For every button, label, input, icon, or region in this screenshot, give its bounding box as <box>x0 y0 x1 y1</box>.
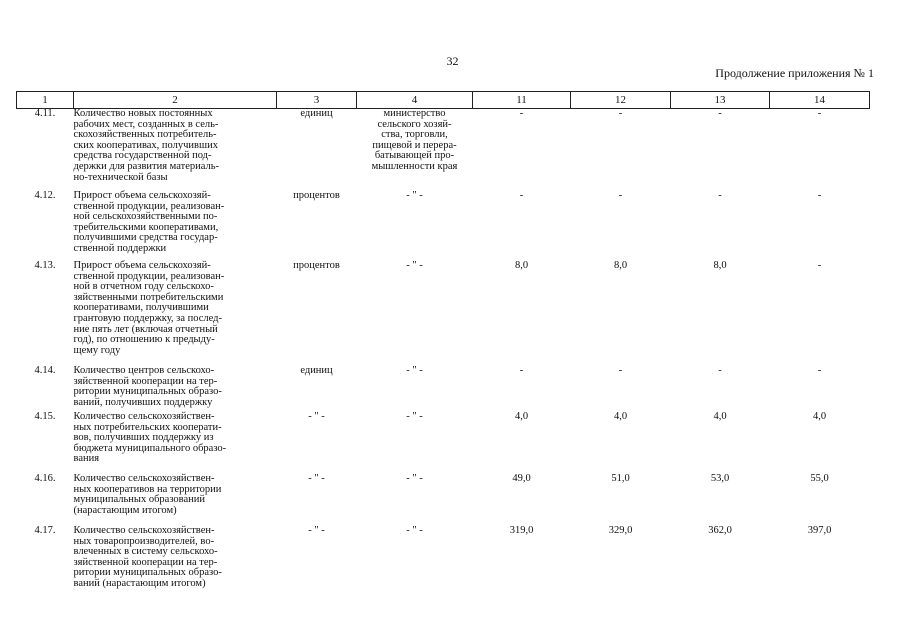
row-description: Количество сельскохозяйствен- ных потребительских кооперати- вов, получивших поддержку из бюджета муниципального образо- вания <box>73 411 227 465</box>
row-unit: процентов <box>293 260 340 271</box>
value-col-13: 362,0 <box>708 525 732 536</box>
value-col-14: - <box>817 190 822 201</box>
value-col-12: 4,0 <box>613 411 628 422</box>
row-unit: - " - <box>308 525 325 536</box>
value-col-11: 4,0 <box>514 411 529 422</box>
value-col-13: 53,0 <box>710 473 730 484</box>
row-unit: - " - <box>308 411 325 422</box>
continuation-label: Продолжение приложения № 1 <box>715 66 874 80</box>
row-number: 4.15. <box>34 411 56 422</box>
header-col-1: 1 <box>17 92 74 109</box>
row-description: Количество центров сельскохо- зяйственной кооперации на тер- ритории муниципальных образо- ваний, получивших поддержку <box>73 365 222 408</box>
header-col-11: 11 <box>473 92 571 109</box>
page-number: 32 <box>446 54 459 68</box>
row-number: 4.17. <box>34 525 56 536</box>
table-row <box>17 526 870 596</box>
value-col-11: - <box>519 190 524 201</box>
value-col-11: 319,0 <box>509 525 534 536</box>
table-row <box>17 191 870 261</box>
table-row <box>17 109 870 192</box>
value-col-12: - <box>618 365 623 376</box>
row-unit: - " - <box>308 473 325 484</box>
row-description: Количество сельскохозяйствен- ных товаропроизводителей, во- влеченных в систему сельскохо- зяйственной кооперации на тер- ритории муниципальных образо- ваний (нарастающим итогом) <box>73 525 222 589</box>
value-col-12: - <box>618 108 623 119</box>
row-number: 4.16. <box>34 473 56 484</box>
row-unit: единиц <box>300 365 333 376</box>
header-col-4: 4 <box>357 92 473 109</box>
header-col-14: 14 <box>770 92 870 109</box>
value-col-14: 55,0 <box>810 473 829 484</box>
value-col-12: - <box>618 190 623 201</box>
value-col-14: - <box>817 365 822 376</box>
header-col-3: 3 <box>277 92 357 109</box>
value-col-13: - <box>718 108 722 119</box>
table-row <box>17 474 870 526</box>
row-source: - " - <box>406 190 423 201</box>
value-col-12: 8,0 <box>613 260 628 271</box>
row-unit: процентов <box>293 190 340 201</box>
row-description: Прирост объема сельскохозяй- ственной продукции, реализован- ной сельскохозяйственными по- требительскими кооперативами, получившими средства государ- ственной поддержки <box>73 190 225 254</box>
value-col-11: - <box>519 365 524 376</box>
row-source: - " - <box>406 365 423 376</box>
row-source: министерство сельского хозяй- ства, торговли, пищевой и перера- батывающей про- мышленности края <box>371 108 458 172</box>
row-number: 4.11. <box>34 108 56 119</box>
row-description: Количество новых постоянных рабочих мест, созданных в сель- скохозяйственных потребитель- ских кооперативах, получивших средства государственной под- держки для развития материаль- но-технической базы <box>73 108 220 183</box>
row-source: - " - <box>406 411 423 422</box>
header-col-13: 13 <box>671 92 770 109</box>
header-col-2: 2 <box>74 92 277 109</box>
value-col-14: - <box>817 108 822 119</box>
row-description: Количество сельскохозяйствен- ных кооперативов на территории муниципальных образований (нарастающим итогом) <box>73 473 222 516</box>
table-row <box>17 261 870 366</box>
indicators-table <box>16 91 870 596</box>
table-row <box>17 366 870 412</box>
value-col-11: - <box>519 108 524 119</box>
value-col-14: 397,0 <box>807 525 832 536</box>
table-row <box>17 412 870 474</box>
row-description: Прирост объема сельскохозяй- ственной продукции, реализован- ной в отчетном году сельскохо- зяйственными потребительскими кооперативами, получившими грантовую поддержку, за послед- ние пять лет (включая отчетный год), по отношению к предыду- щему году <box>73 260 225 356</box>
row-source: - " - <box>406 260 423 271</box>
value-col-14: 4,0 <box>812 411 827 422</box>
header-row <box>17 92 870 109</box>
header-col-12: 12 <box>571 92 671 109</box>
row-source: - " - <box>406 525 423 536</box>
value-col-11: 8,0 <box>514 260 529 271</box>
row-source: - " - <box>406 473 423 484</box>
value-col-13: 8,0 <box>713 260 727 271</box>
row-number: 4.14. <box>34 365 56 376</box>
row-unit: единиц <box>300 108 333 119</box>
row-number: 4.12. <box>34 190 56 201</box>
value-col-13: - <box>718 190 722 201</box>
row-number: 4.13. <box>34 260 56 271</box>
value-col-13: 4,0 <box>713 411 727 422</box>
value-col-11: 49,0 <box>512 473 531 484</box>
value-col-12: 329,0 <box>608 525 633 536</box>
value-col-13: - <box>718 365 722 376</box>
value-col-12: 51,0 <box>611 473 630 484</box>
value-col-14: - <box>817 260 822 271</box>
